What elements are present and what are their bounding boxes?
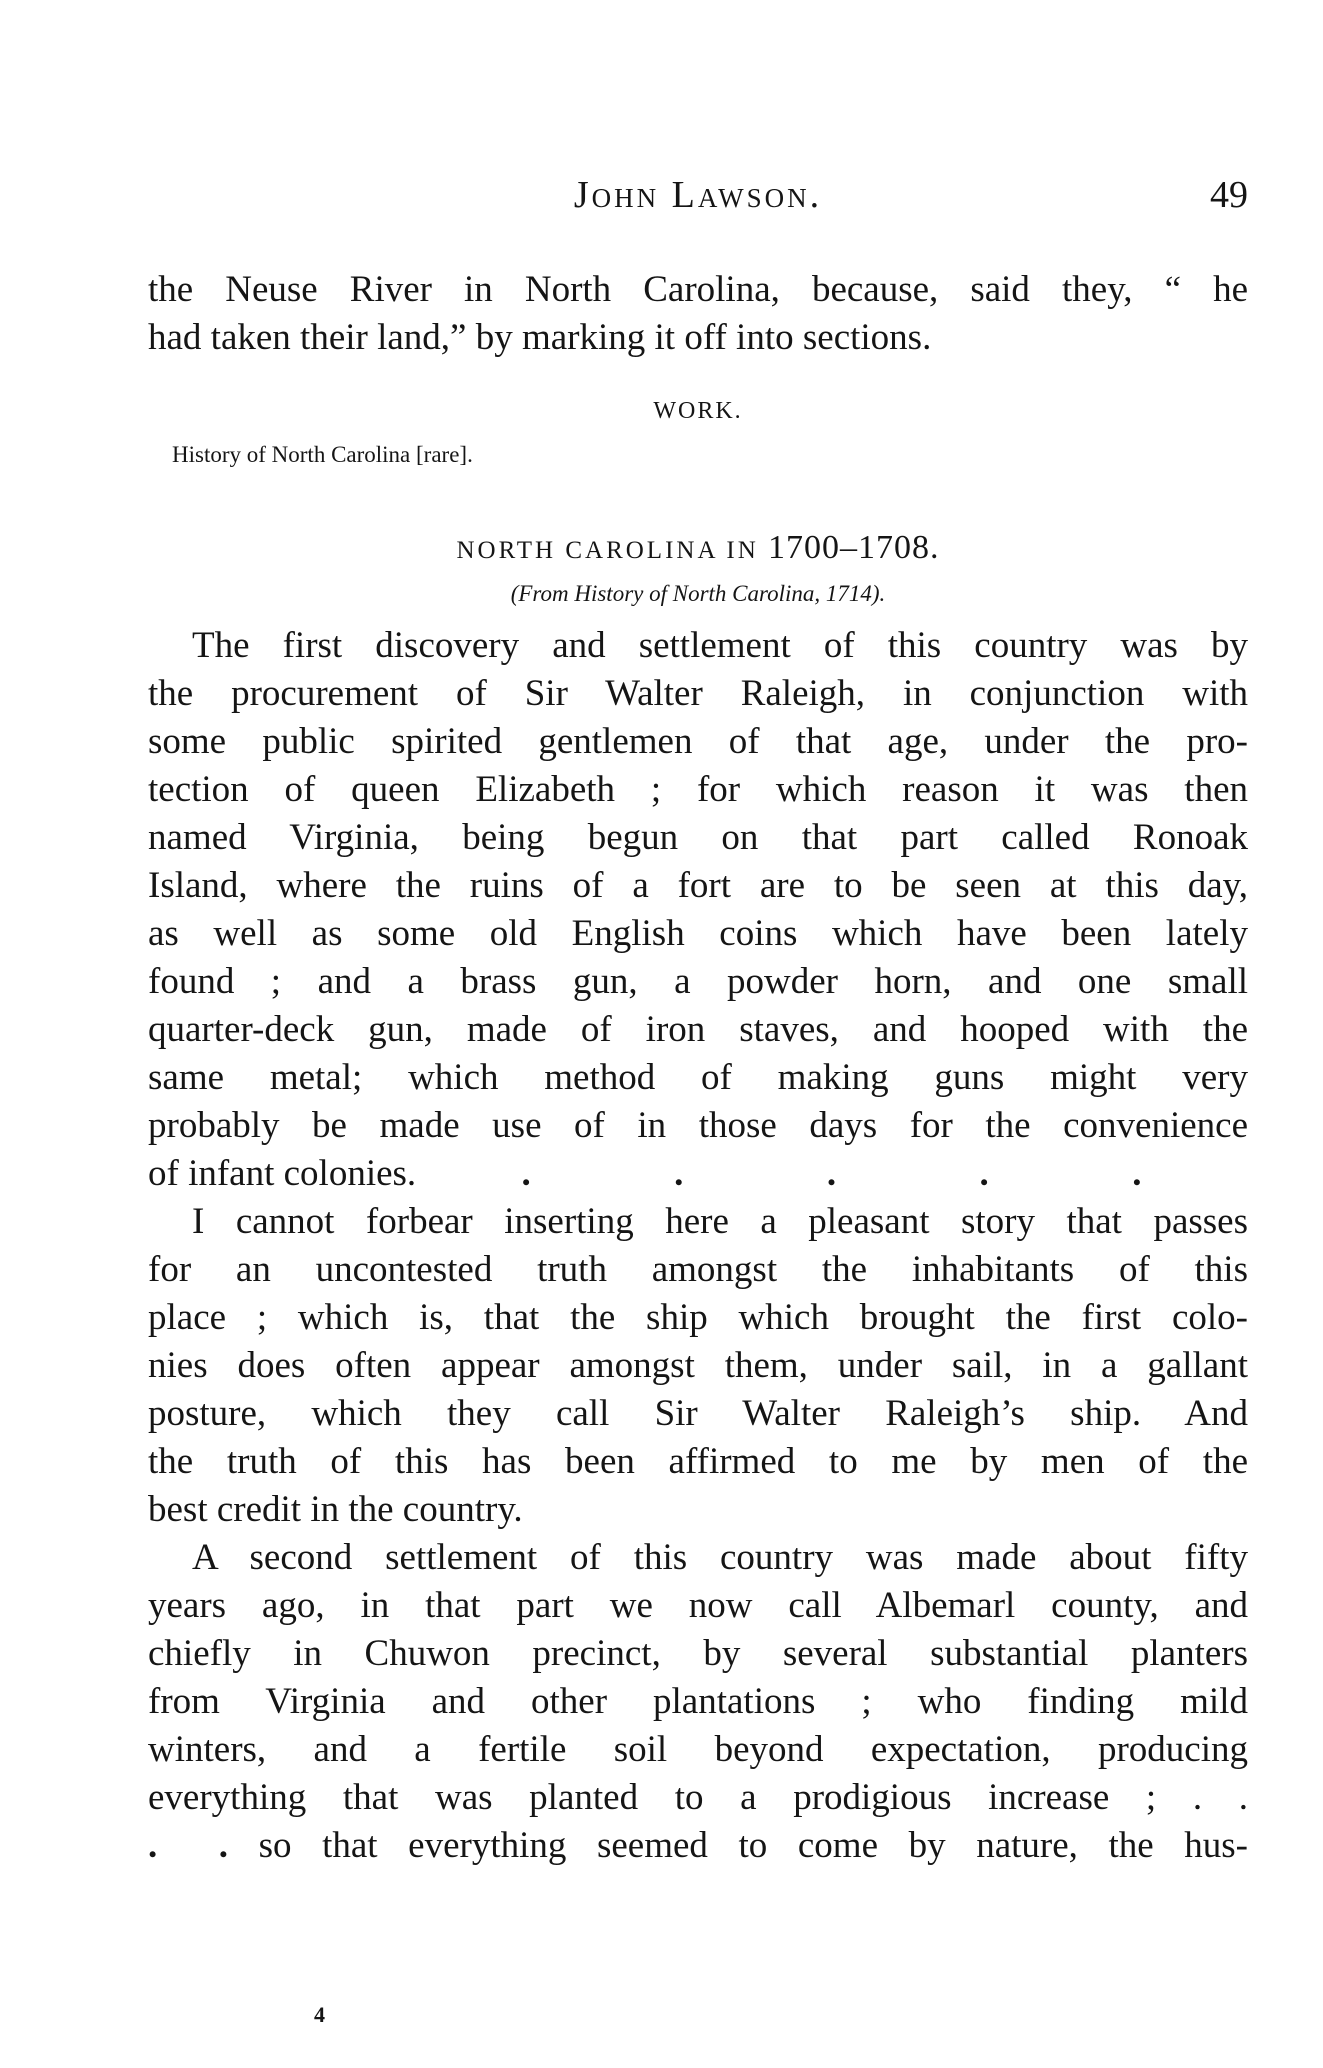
text-line: The first discovery and settlement of this country was by xyxy=(192,625,1248,666)
text-line: for an uncontested truth amongst the inhabitants of this xyxy=(148,1249,1248,1290)
text-line xyxy=(148,1822,1248,1870)
text-line: named Virginia, being begun on that part called Ronoak xyxy=(148,817,1248,858)
text-line: the procurement of Sir Walter Raleigh, in conjunction with xyxy=(148,673,1248,714)
text-line: I cannot forbear inserting here a pleasant story that passes xyxy=(192,1201,1248,1242)
line-text: of infant colonies. xyxy=(148,1153,417,1194)
text-line: A second settlement of this country was made about fifty xyxy=(192,1537,1248,1578)
section-subheading: (From History of North Carolina, 1714). xyxy=(510,581,886,606)
line-text: so that everything seemed to come by nature, the hus- xyxy=(258,1825,1248,1866)
ellipsis-dots: . . . . . xyxy=(521,1153,1142,1194)
text-line: from Virginia and other plantations ; who finding mild xyxy=(148,1681,1248,1722)
text-line: same metal; which method of making guns might very xyxy=(148,1057,1248,1098)
text-line: years ago, in that part we now call Albemarl county, and xyxy=(148,1585,1248,1626)
text-line: had taken their land,” by marking it off into sections. xyxy=(148,317,932,358)
text-line: quarter-deck gun, made of iron staves, and hooped with the xyxy=(148,1009,1248,1050)
work-label: WORK. xyxy=(653,398,743,424)
ellipsis-dots: . . xyxy=(148,1825,228,1866)
text-line: tection of queen Elizabeth ; for which reason it was then xyxy=(148,769,1248,810)
text-line xyxy=(148,1150,1248,1198)
text-line: the truth of this has been affirmed to me by men of the xyxy=(148,1441,1248,1482)
text-line: winters, and a fertile soil beyond expectation, producing xyxy=(148,1729,1248,1770)
text-line: nies does often appear amongst them, under sail, in a gallant xyxy=(148,1345,1248,1386)
signature-mark: 4 xyxy=(314,2002,325,2027)
text-line: posture, which they call Sir Walter Raleigh’s ship. And xyxy=(148,1393,1248,1434)
page-number: 49 xyxy=(1210,174,1248,216)
text-line: chiefly in Chuwon precinct, by several substantial planters xyxy=(148,1633,1248,1674)
text-line: place ; which is, that the ship which brought the first colo- xyxy=(148,1297,1248,1338)
running-head xyxy=(148,170,1248,220)
section-heading xyxy=(148,528,1248,571)
source-note: History of North Carolina [rare]. xyxy=(172,442,473,467)
text-line: best credit in the country. xyxy=(148,1489,523,1530)
section-heading-years: 1700–1708. xyxy=(768,529,940,566)
text-line: the Neuse River in North Carolina, because, said they, “ he xyxy=(148,269,1248,310)
text-line: Island, where the ruins of a fort are to be seen at this day, xyxy=(148,865,1248,906)
text-line: some public spirited gentlemen of that age, under the pro- xyxy=(148,721,1248,762)
text-line: everything that was planted to a prodigious increase ; . . xyxy=(148,1777,1248,1818)
text-line: probably be made use of in those days for the convenience xyxy=(148,1105,1248,1146)
running-title: John Lawson. xyxy=(573,174,823,216)
text-line: found ; and a brass gun, a powder horn, and one small xyxy=(148,961,1248,1002)
text-line: as well as some old English coins which have been lately xyxy=(148,913,1248,954)
section-heading-text: NORTH CAROLINA IN xyxy=(456,537,759,564)
